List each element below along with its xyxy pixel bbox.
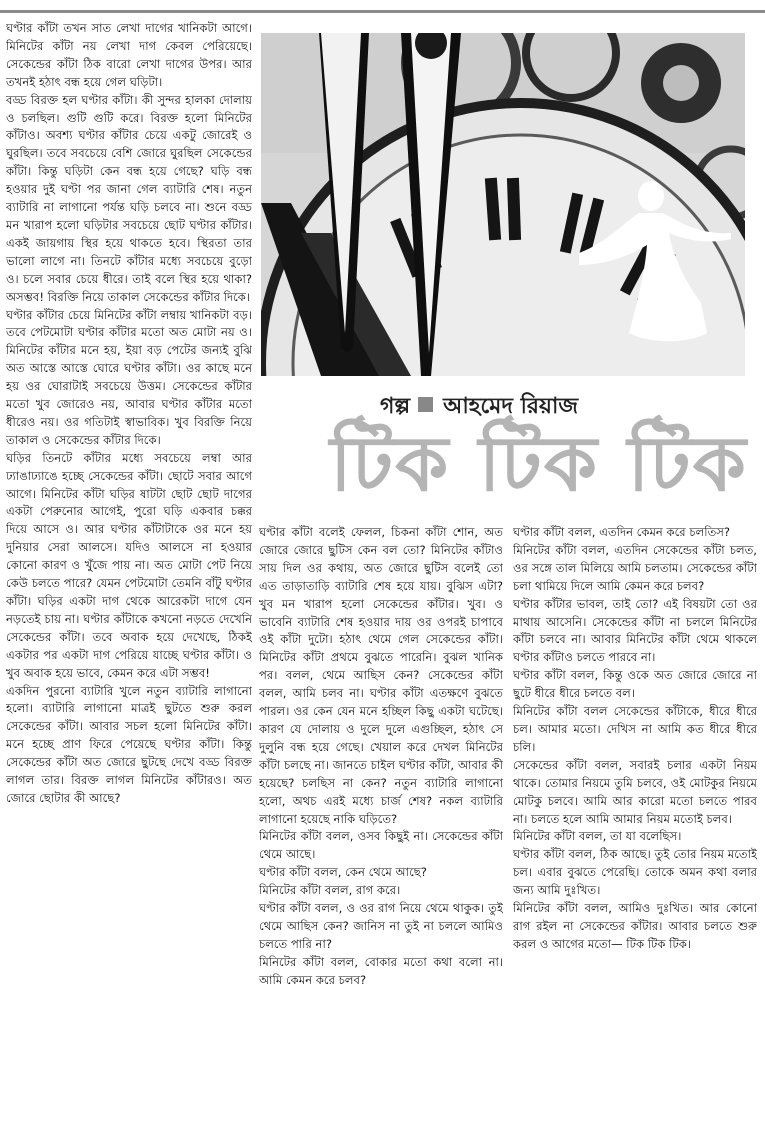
paragraph: সেকেন্ডের কাঁটা বলল, সবারই চলার একটা নিয়ম থাকে। তোমার নিয়মে তুমি চলবে, ওই মোটকুর নিয়মে মোটকু চলবে। আমি আর কারো মতো চলতে পারব না। চলতে হলে আমি আমার নিয়ম মতোই চলব। bbox=[513, 757, 757, 826]
paragraph: ঘণ্টার কাঁটা বলল, কিন্তু ওকে অত জোরে জোরে না ছুটে ধীরে ধীরে চলতে বল। bbox=[513, 668, 757, 701]
text-column-3 bbox=[513, 524, 757, 1124]
paragraph: মিনিটের কাঁটা বলল, তা যা বলেছিস। bbox=[513, 829, 682, 844]
paragraph: ঘণ্টার কাঁটা বলল, ঠিক আছে। তুই তোর নিয়ম মতোই চল। এবার বুঝতে পেরেছি। তোকে অমন কথা বলার জন্য আমি দুঃখিত। bbox=[513, 847, 757, 898]
square-separator-icon bbox=[418, 397, 433, 412]
paragraph: ঘণ্টার কাঁটা তখন সাত লেখা দাগের খানিকটা আগে। মিনিটের কাঁটা নয় লেখা দাগ কেবল পেরিয়েছে। সেকেন্ডের কাঁটা ঠিক বারো লেখা দাগের উপর। আর তখনই হঠাৎ বন্ধ হয়ে গেল ঘড়িটা। bbox=[6, 21, 252, 89]
paragraph: বড্ড বিরক্ত হল ঘণ্টার কাঁটা। কী সুন্দর হালকা দোলায় ও চলছিল। গুটি গুটি করে। বিরক্ত হলো মিনিটের কাঁটাও। অবশ্য ঘণ্টার কাঁটার চেয়ে একটু জোরেই ও ঘুরছিল। তবে সবচেয়ে বেশি জোরে ঘুরছিল সেকেন্ডের কাঁটা। কিন্তু ঘড়িটা কেন বন্ধ হয়ে গেছে? ঘড়ি বন্ধ হওয়ার দুই ঘণ্টা পর জানা গেল ব্যাটারি শেষ। নতুন ব্যাটারি না লাগানো পর্যন্ত ঘড়ি চলবে না। শুনে বড্ড মন খারাপ হলো ঘড়িটার সবচেয়ে ছোট ঘণ্টার কাঁটার। একই জায়গায় স্থির হয়ে থাকতে হবে। স্থিরতা তার ভালো লাগে না। তিনটে কাঁটার মধ্যে সবচেয়ে বুড়ো ও। চলে সবার চেয়ে ধীরে। তাই বলে স্থির হয়ে থাকা? অসম্ভব! বিরক্তি নিয়ে তাকাল সেকেন্ডের কাঁটার দিকে। bbox=[6, 92, 252, 304]
paragraph: মিনিটের কাঁটা বলল, এতদিন সেকেন্ডের কাঁটা চলত, ওর সঙ্গে তাল মিলিয়ে আমি চলতাম। সেকেন্ডের কাঁটা চলা থামিয়ে দিলে আমি কেমন করে চলব? bbox=[513, 542, 757, 593]
paragraph: ঘণ্টার কাঁটা বলেই ফেলল, চিকনা কাঁটা শোন, অত জোরে জোরে ছুটিস কেন বল তো? মিনিটের কাঁটাও সায় দিল ওর কথায়, অত জোরে ছুটিস বলেই তো এত তাড়াতাড়ি ব্যাটারি শেষ হয়ে যায়। বুঝিস এটা? খুব মন খারাপ হলো সেকেন্ডের কাঁটার। খুব। ও ভাবেনি ব্যাটারি শেষ হওয়ার দায় ওর ওপরই চাপাবে ওই কাঁটা দুটো। হঠাৎ থেমে গেল সেকেন্ডের কাঁটা। মিনিটের কাঁটা প্রথমে বুঝতে পারেনি। বুঝল খানিক পর। বলল, থেমে আছিস কেন? সেকেন্ডের কাঁটা বলল, আমি চলব না। ঘণ্টার কাঁটা এতক্ষণে বুঝতে পারল। ওর কেন যেন মনে হচ্ছিল কিছু একটা ঘটেছে। কারণ যে দোলায় ও দুলে দুলে এগুচ্ছিল, হঠাৎ সে দুলুনি বন্ধ হয়ে গেছে। খেয়াল করে দেখল মিনিটের কাঁটা চলছে না। জানতে চাইল ঘণ্টার কাঁটা, আবার কী হয়েছে? চলছিস না কেন? নতুন ব্যাটারি লাগানো হলো, অথচ এরই মধ্যে চার্জ শেষ? নকল ব্যাটারি লাগানো হয়েছে নাকি ঘড়িতে? bbox=[259, 525, 503, 826]
paragraph: ঘণ্টার কাঁটার চেয়ে মিনিটের কাঁটা লম্বায় খানিকটা বড়। তবে পেটমোটা ঘণ্টার কাঁটার মতো অত মোটা নয় ও। মিনিটের কাঁটার মনে হয়, ইয়া বড় পেটের জন্যই বুঝি অত আস্তে আস্তে ঘোরে ঘণ্টার কাঁটা। ওর কাছে মনে হয় ওর ঘোরাটাই সবচেয়ে উত্তম। সেকেন্ডের কাঁটার মতো খুব জোরেও নয়, আবার ঘণ্টার কাঁটার মতো ধীরেও নয়। ওর গতিটাই স্বাভাবিক। খুব বিরক্তি নিয়ে তাকাল ও সেকেন্ডের কাঁটার দিকে। bbox=[6, 307, 252, 447]
paragraph: মিনিটের কাঁটা বলল, আমিও দুঃখিত। আর কোনো রাগ রইল না সেকেন্ডের কাঁটার। আবার চলতে শুরু করল ও আগের মতো— টিক টিক টিক। bbox=[513, 901, 757, 951]
text-column-1 bbox=[6, 20, 252, 1125]
paragraph: ঘড়ির তিনটে কাঁটার মধ্যে সবচেয়ে লম্বা আর ঢ্যাঙাঢ্যাঙে হচ্ছে সেকেন্ডের কাঁটা। ছোটে সবার আগে আগে। মিনিটের কাঁটা ঘড়ির ষাটটা ছোট ছোট দাগের একটা পেরুনোর আগেই, পুরো ঘড়ি একবার চক্কর দিয়ে আসে ও। আর ঘণ্টার কাঁটাটাকে ওর মনে হয় দুনিয়ার সেরা আলসে। যদিও আলসে না হওয়ার কোনো কারণ ও খুঁজে পায় না। অত মোটা পেট নিয়ে কেউ চলতে পারে? যেমন পেটমোটা তেমনি বাঁটু ঘণ্টার কাঁটা। ঘড়ির একটা দাগ থেকে আরেকটা দাগে যেন নড়তেই চায় না। ঘণ্টার কাঁটাকে কখনো নড়তে দেখেনি সেকেন্ডের কাঁটা। তবে অবাক হয়ে দেখেছে, ঠিকই একটার পর একটা দাগ পেরিয়ে যাচ্ছে ঘণ্টার কাঁটা। ও খুব অবাক হয়ে ভাবে, কেমন করে এটা সম্ভব! bbox=[6, 450, 252, 680]
clock-illustration bbox=[261, 33, 745, 376]
paragraph: মিনিটের কাঁটা বলল, রাগ করে। bbox=[259, 883, 401, 898]
top-rule bbox=[0, 10, 765, 13]
paragraph: ঘণ্টার কাঁটা বলল, কেন থেমে আছে? bbox=[259, 865, 427, 880]
paragraph: একদিন পুরনো ব্যাটারি খুলে নতুন ব্যাটারি লাগানো হলো। ব্যাটারি লাগানো মাত্রই ছুটতে শুরু করল সেকেন্ডের কাঁটা। আবার সচল হলো মিনিটের কাঁটা। মনে হচ্ছে প্রাণ ফিরে পেয়েছে ঘণ্টার কাঁটা। কিন্তু সেকেন্ডের কাঁটা অত জোরে ছুটছে দেখে বড্ড বিরক্ত লাগল তার। বিরক্ত লাগল মিনিটের কাঁটারও। অত জোরে ছোটার কী আছে? bbox=[6, 683, 252, 805]
author-name: আহমেদ রিয়াজ bbox=[443, 394, 579, 419]
paragraph: ঘণ্টার কাঁটার ভাবল, তাই তো? এই বিষয়টা তো ওর মাথায় আসেনি। সেকেন্ডের কাঁটা না চললে মিনিটের কাঁটা চলবে না। আবার মিনিটের কাঁটা থেমে থাকলে ঘণ্টার কাঁটাও চলতে পারবে না। bbox=[513, 596, 757, 665]
paragraph: মিনিটের কাঁটা বলল সেকেন্ডের কাঁটাকে, ধীরে ধীরে চল। আমার মতো। দেখিস না আমি কত ধীরে ধীরে চলি। bbox=[513, 704, 757, 754]
paragraph: ঘণ্টার কাঁটা বলল, এতদিন কেমন করে চলতিস? bbox=[513, 525, 731, 539]
paragraph: মিনিটের কাঁটা বলল, ওসব কিছুই না। সেকেন্ডের কাঁটা থেমে আছে। bbox=[259, 829, 503, 862]
story-title: টিক টিক টিক bbox=[330, 419, 748, 508]
text-column-2 bbox=[259, 524, 503, 1124]
clock-dancer-icon bbox=[261, 33, 745, 376]
paragraph: মিনিটের কাঁটা বলল, বোকার মতো কথা বলো না। আমি কেমন করে চলব? bbox=[259, 954, 503, 987]
paragraph: ঘণ্টার কাঁটা বলল, ও ওর রাগ নিয়ে থেমে থাকুক। তুই থেমে আছিস কেন? জানিস না তুই না চললে আমিও চলতে পারি না? bbox=[259, 901, 503, 951]
genre-label: গল্প bbox=[380, 394, 411, 419]
